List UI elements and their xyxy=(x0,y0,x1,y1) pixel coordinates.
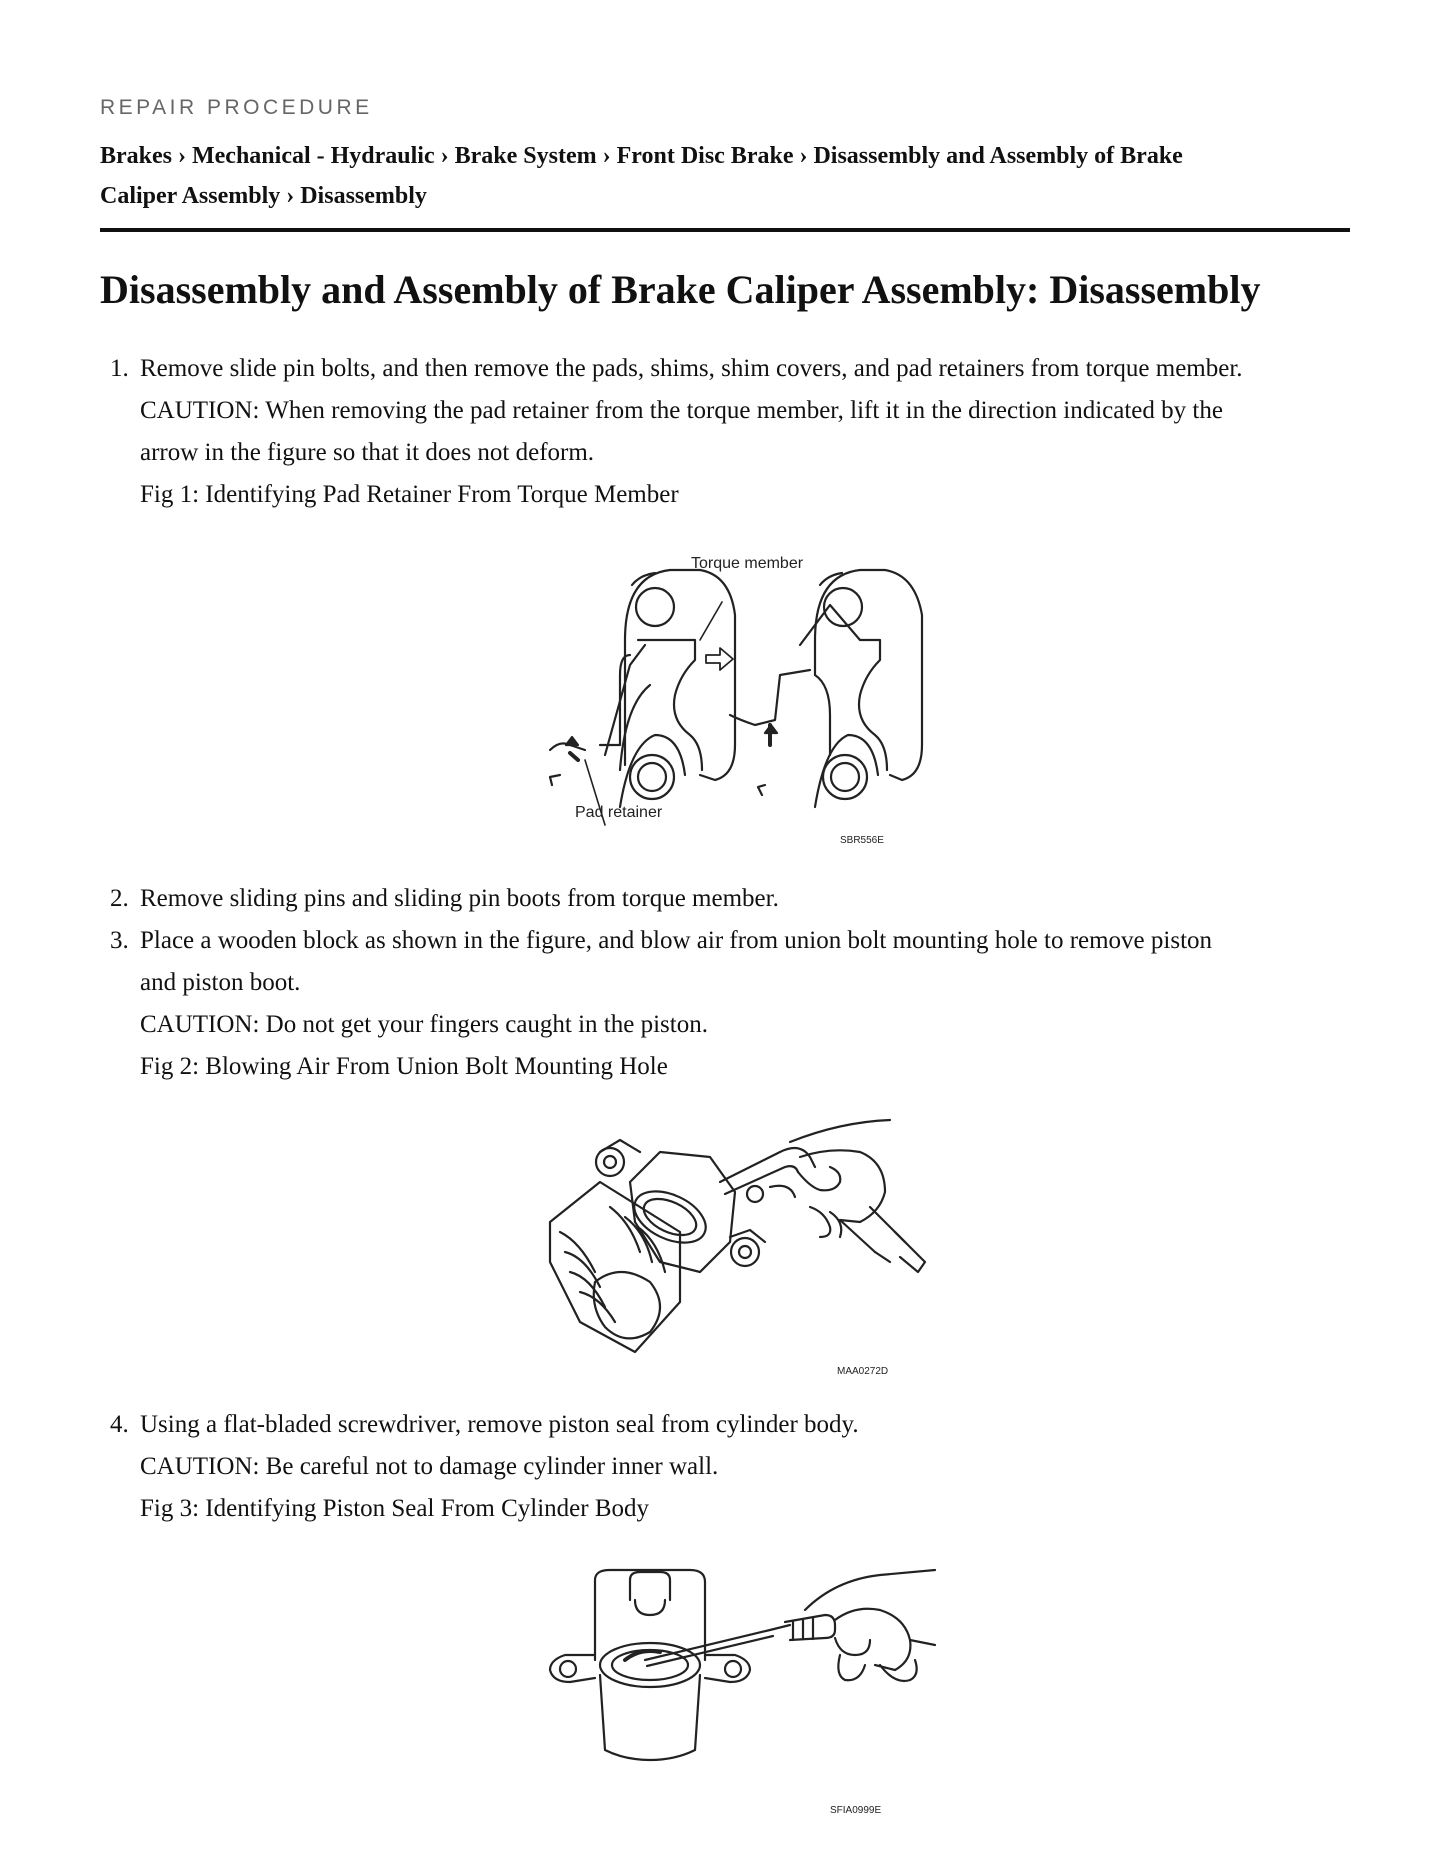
torque-member-label: Torque member xyxy=(691,555,804,572)
step-text: Remove slide pin bolts, and then remove the pads, shims, shim covers, and pad retainers from torque member. xyxy=(140,355,1243,382)
step-number: 1. xyxy=(110,355,129,382)
figure-caption: Fig 2: Blowing Air From Union Bolt Mounting Hole xyxy=(140,1053,668,1080)
figure-caption: Fig 3: Identifying Piston Seal From Cylinder Body xyxy=(140,1495,650,1522)
caution-text: CAUTION: Be careful not to damage cylinder inner wall. xyxy=(140,1453,719,1480)
step-number: 3. xyxy=(110,927,129,954)
header-divider xyxy=(100,228,1350,232)
breadcrumb-line-2: Caliper Assembly › Disassembly xyxy=(100,183,427,209)
step-text: Using a flat-bladed screwdriver, remove piston seal from cylinder body. xyxy=(140,1411,859,1438)
figure-1-pad-retainer xyxy=(530,545,950,850)
figure-code: SBR556E xyxy=(840,835,884,845)
step-number: 4. xyxy=(110,1411,129,1438)
figure-2-blowing-air xyxy=(540,1112,940,1382)
figure-caption: Fig 1: Identifying Pad Retainer From Torque Member xyxy=(140,481,679,508)
section-kicker: REPAIR PROCEDURE xyxy=(100,96,373,119)
figure-code: SFIA0999E xyxy=(830,1805,882,1815)
pad-retainer-label: Pad retainer xyxy=(575,804,663,821)
caution-text-continued: arrow in the figure so that it does not deform. xyxy=(140,439,595,466)
caution-text: CAUTION: Do not get your fingers caught in the piston. xyxy=(140,1011,708,1038)
caution-text: CAUTION: When removing the pad retainer from the torque member, lift it in the direction indicated by the xyxy=(140,397,1223,424)
step-text: Place a wooden block as shown in the figure, and blow air from union bolt mounting hole to remove piston xyxy=(140,927,1213,954)
page-title: Disassembly and Assembly of Brake Caliper Assembly: Disassembly xyxy=(100,267,1261,312)
figure-code: MAA0272D xyxy=(837,1366,889,1377)
figure-3-piston-seal xyxy=(535,1560,955,1820)
step-text: Remove sliding pins and sliding pin boots from torque member. xyxy=(140,885,779,912)
step-number: 2. xyxy=(110,885,129,912)
breadcrumb xyxy=(100,136,1350,216)
step-text-continued: and piston boot. xyxy=(140,969,301,996)
breadcrumb-line-1: Brakes › Mechanical - Hydraulic › Brake System › Front Disc Brake › Disassembly and Assembly of Brake xyxy=(100,143,1183,169)
